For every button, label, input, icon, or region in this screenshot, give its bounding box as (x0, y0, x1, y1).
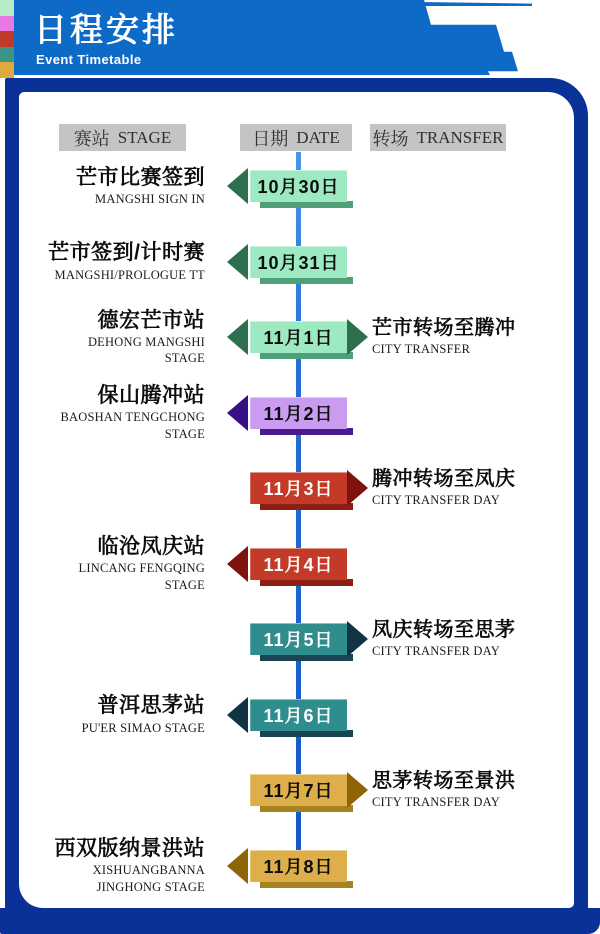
stage-caption: DEHONG MANGSHI STAGE (87, 334, 205, 366)
date-badge-shadow (260, 503, 353, 510)
transfer-caption: CITY TRANSFER DAY (372, 644, 500, 659)
transfer-caption: CITY TRANSFER (372, 342, 471, 357)
date-badge: 11月7日 (250, 774, 347, 806)
bottom-bar (0, 908, 600, 934)
column-header-stage-en: STAGE (117, 127, 172, 147)
arrow-right-icon (347, 470, 368, 506)
date-badge-shadow (260, 428, 353, 435)
date-badge: 11月2日 (250, 397, 347, 429)
timeline-row (0, 375, 600, 451)
strip-square-teal (0, 47, 14, 63)
timeline-row (0, 299, 600, 375)
arrow-left-icon (227, 319, 248, 355)
stage-name: 德宏芒市站 (97, 308, 205, 332)
timeline-row (0, 601, 600, 677)
strip-square-magenta (0, 16, 14, 32)
timeline-row (0, 677, 600, 753)
page-subtitle: Event Timetable (36, 52, 142, 67)
column-header-transfer-en: TRANSFER (416, 127, 504, 147)
date-badge: 11月6日 (250, 699, 347, 731)
timeline-row (0, 752, 600, 828)
transfer-name: 凤庆转场至思茅 (372, 619, 516, 642)
banner-speedline-decoration (420, 2, 532, 6)
date-badge: 11月4日 (250, 548, 347, 580)
date-badge-shadow (260, 352, 353, 359)
stage-entry (20, 375, 205, 451)
arrow-left-icon (227, 697, 248, 733)
date-badge: 10月31日 (250, 246, 347, 278)
arrow-right-icon (347, 621, 368, 657)
date-badge: 11月8日 (250, 850, 347, 882)
stage-name: 芒市比赛签到 (76, 165, 205, 189)
arrow-left-icon (227, 168, 248, 204)
stage-name: 芒市签到/计时赛 (48, 241, 205, 265)
timeline-row (0, 148, 600, 224)
transfer-name: 腾冲转场至凤庆 (372, 468, 516, 491)
transfer-caption: CITY TRANSFER DAY (372, 493, 500, 508)
stage-name: 临沧凤庆站 (97, 535, 205, 559)
date-badge: 11月1日 (250, 321, 347, 353)
stage-entry (20, 224, 205, 300)
stage-entry (20, 148, 205, 224)
date-badge-shadow (260, 277, 353, 284)
date-badge: 10月30日 (250, 170, 347, 202)
timeline-row (0, 828, 600, 904)
timeline-row (0, 224, 600, 300)
arrow-right-icon (347, 772, 368, 808)
stage-caption: XISHUANGBANNA JINGHONG STAGE (92, 863, 205, 894)
page-title: 日程安排 (34, 11, 178, 48)
column-header-transfer-zh: 转场 (372, 128, 409, 149)
transfer-entry (372, 752, 584, 828)
date-badge-shadow (260, 730, 353, 737)
stage-entry (20, 677, 205, 753)
stage-caption: BAOSHAN TENGCHONG STAGE (60, 410, 205, 441)
transfer-entry (372, 299, 584, 375)
transfer-entry (372, 601, 584, 677)
stage-name: 保山腾冲站 (97, 384, 205, 408)
stage-entry (20, 828, 205, 904)
column-header-date-zh: 日期 (252, 128, 289, 149)
stage-name: 普洱思茅站 (97, 694, 205, 718)
stage-entry (20, 526, 205, 602)
stage-name: 西双版纳景洪站 (54, 837, 205, 861)
transfer-name: 思茅转场至景洪 (372, 770, 516, 793)
strip-square-gold (0, 62, 14, 78)
timeline-row (0, 450, 600, 526)
date-badge-shadow (260, 579, 353, 586)
arrow-left-icon (227, 395, 248, 431)
stage-caption: PU'ER SIMAO STAGE (81, 720, 205, 735)
transfer-caption: CITY TRANSFER DAY (372, 795, 500, 810)
arrow-left-icon (227, 244, 248, 280)
stage-caption: MANGSHI SIGN IN (95, 192, 205, 206)
transfer-entry (372, 450, 584, 526)
arrow-left-icon (227, 546, 248, 582)
date-badge-shadow (260, 881, 353, 888)
column-header-date (240, 124, 352, 151)
column-header-date-en: DATE (296, 127, 340, 147)
transfer-name: 芒市转场至腾冲 (372, 317, 516, 340)
column-header-stage (59, 124, 186, 151)
strip-square-red (0, 31, 14, 47)
stage-caption: LINCANG FENGQING STAGE (78, 561, 205, 592)
timeline-row (0, 526, 600, 602)
stage-caption: MANGSHI/PROLOGUE TT (54, 267, 205, 282)
arrow-right-icon (347, 319, 368, 355)
strip-square-green (0, 0, 14, 16)
column-header-transfer (370, 124, 506, 151)
date-badge: 11月5日 (250, 623, 347, 655)
date-badge: 11月3日 (250, 472, 347, 504)
stage-entry (20, 299, 205, 375)
column-header-stage-zh: 赛站 (73, 128, 110, 149)
date-badge-shadow (260, 805, 353, 812)
color-strip (0, 0, 14, 78)
arrow-left-icon (227, 848, 248, 884)
date-badge-shadow (260, 201, 353, 208)
date-badge-shadow (260, 654, 353, 661)
